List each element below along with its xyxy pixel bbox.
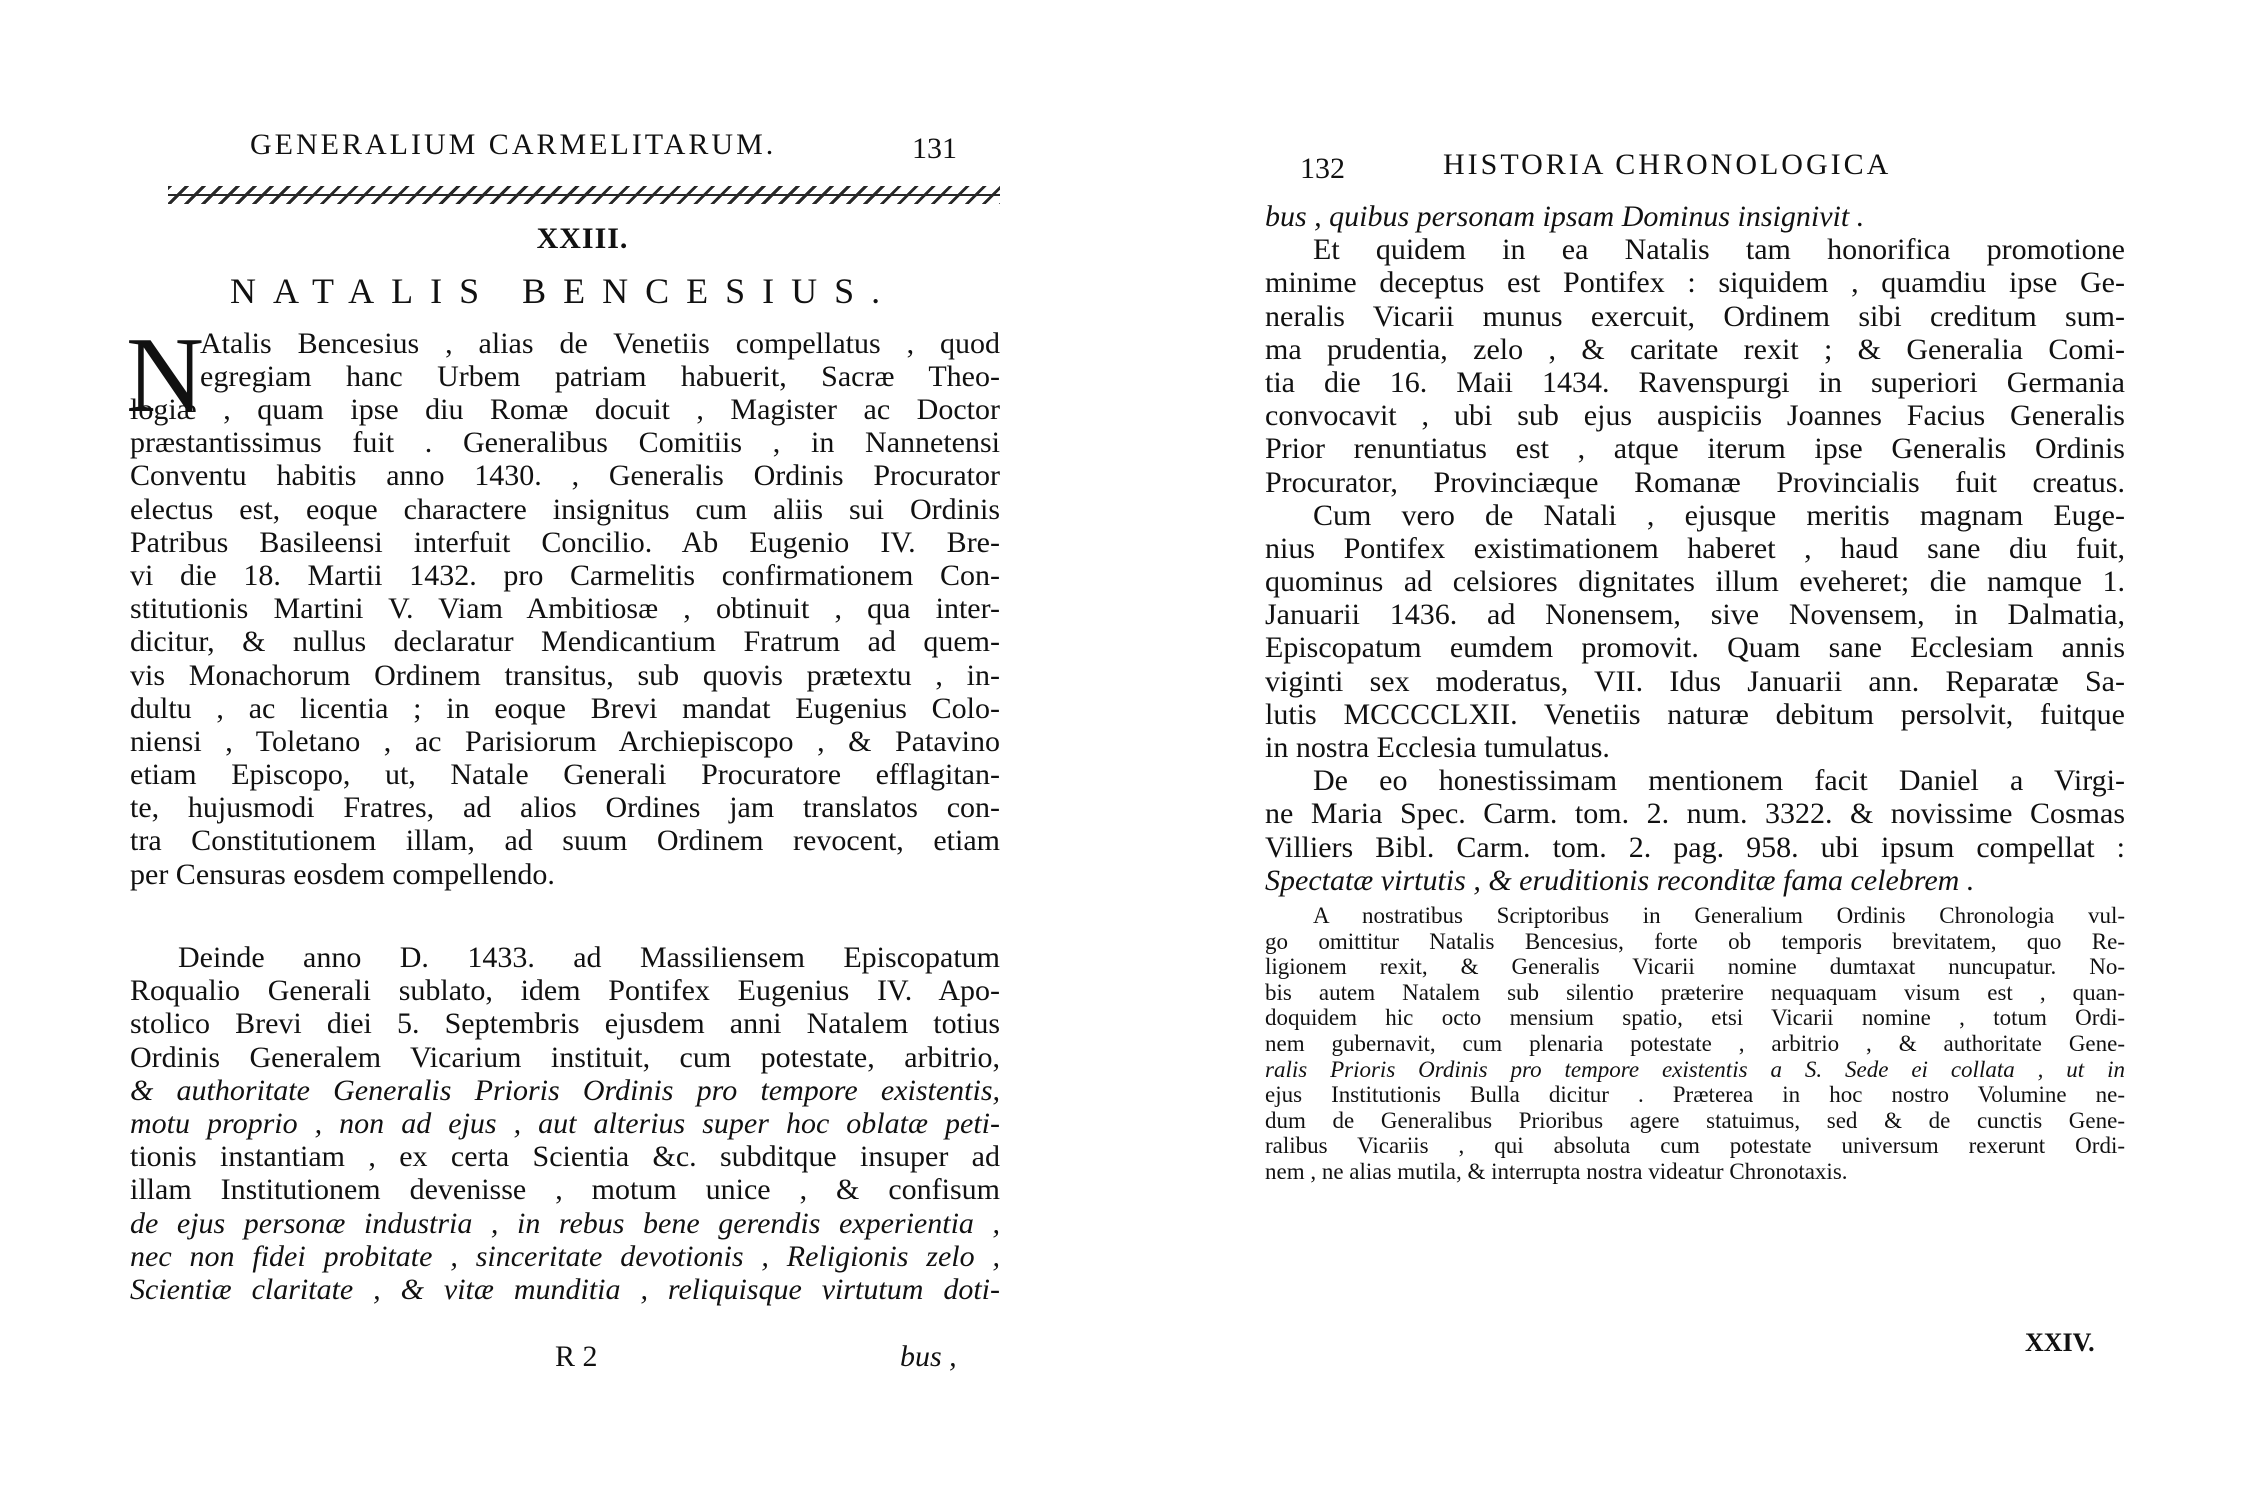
note-line: bis autem Natalem sub silentio præterire nequaquam visum est , quan- xyxy=(1265,979,2125,1005)
text-line: convocavit , ubi sub ejus auspiciis Joannes Facius Generalis xyxy=(1265,399,2125,433)
text-line: Scientiæ claritate , & vitæ munditia , reliquisque virtutum doti- xyxy=(130,1272,1000,1306)
text-line: stitutionis Martini V. Viam Ambitiosæ , obtinuit , qua inter- xyxy=(130,592,1000,626)
text-line: stolico Brevi diei 5. Septembris ejusdem anni Natalem totius xyxy=(130,1007,1000,1041)
text-line: Procurator, Provinciæque Romanæ Provincialis fuit creatus. xyxy=(1265,465,2125,499)
text-line: Januarii 1436. ad Nonensem, sive Novensem, in Dalmatia, xyxy=(1265,598,2125,632)
ornamental-rule xyxy=(168,186,1000,204)
main-text xyxy=(1265,200,2125,897)
text-line: bus , quibus personam ipsam Dominus insignivit . xyxy=(1265,200,1865,233)
note-line: nem , ne alias mutila, & interrupta nostra videatur Chronotaxis. xyxy=(1265,1158,1848,1184)
page-number: 131 xyxy=(912,132,957,165)
drop-lines xyxy=(200,327,1000,393)
text-line: Atalis Bencesius , alias de Venetiis compellatus , quod xyxy=(200,327,1000,360)
drop-capital: N xyxy=(126,316,204,435)
text-line: illam Institutionem devenisse , motum unice , & confisum xyxy=(130,1173,1000,1207)
note-paragraph xyxy=(1265,903,2125,1185)
catchword: bus , xyxy=(900,1340,957,1373)
text-line: Et quidem in ea Natalis tam honorifica promotione xyxy=(1313,233,2125,267)
text-line: Cum vero de Natali , ejusque meritis magnam Euge- xyxy=(1313,498,2125,532)
text-line: Conventu habitis anno 1430. , Generalis Ordinis Procurator xyxy=(130,459,1000,493)
text-line: egregiam hanc Urbem patriam habuerit, Sacræ Theo- xyxy=(200,360,1000,394)
text-line: dultu , ac licentia ; in eoque Brevi mandat Eugenius Colo- xyxy=(130,691,1000,725)
note-line: nem gubernavit, cum plenaria potestate , arbitrio , & authoritate Gene- xyxy=(1265,1030,2125,1056)
paragraph-1 xyxy=(130,393,1000,891)
page-number: 132 xyxy=(1300,152,1345,185)
paragraph-2 xyxy=(130,941,1000,1306)
next-section-number: XXIV. xyxy=(2025,1328,2095,1357)
text-line: te, hujusmodi Fratres, ad alios Ordines jam translatos con- xyxy=(130,791,1000,825)
text-line: Roqualio Generali sublato, idem Pontifex Eugenius IV. Apo- xyxy=(130,974,1000,1008)
text-line: Patribus Basileensi interfuit Concilio. Ab Eugenio IV. Bre- xyxy=(130,525,1000,559)
text-line: tionis instantiam , ex certa Scientia &c. subditque insuper ad xyxy=(130,1140,1000,1174)
text-line: ma prudentia, zelo , & caritate rexit ; & Generalia Comi- xyxy=(1265,332,2125,366)
text-line: præstantissimus fuit . Generalibus Comitiis , in Nannetensi xyxy=(130,426,1000,460)
running-head: GENERALIUM CARMELITARUM. xyxy=(250,128,777,161)
text-line: quominus ad celsiores dignitates illum eveheret; die namque 1. xyxy=(1265,565,2125,599)
note-line: dum de Generalibus Prioribus agere statuimus, sed & de cunctis Gene- xyxy=(1265,1107,2125,1133)
text-line: niensi , Toletano , ac Parisiorum Archiepiscopo , & Patavino xyxy=(130,724,1000,758)
text-line: dicitur, & nullus declaratur Mendicantium Fratrum ad quem- xyxy=(130,625,1000,659)
text-line: De eo honestissimam mentionem facit Daniel a Virgi- xyxy=(1313,764,2125,798)
text-line: nec non fidei probitate , sinceritate devotionis , Religionis zelo , xyxy=(130,1239,1000,1273)
text-line: ne Maria Spec. Carm. tom. 2. num. 3322. & novissime Cosmas xyxy=(1265,797,2125,831)
text-line: nius Pontifex existimationem haberet , haud sane diu fuit, xyxy=(1265,531,2125,565)
text-line: electus est, eoque charactere insignitus cum aliis sui Ordinis xyxy=(130,492,1000,526)
text-line: vi die 18. Martii 1432. pro Carmelitis confirmationem Con- xyxy=(130,558,1000,592)
running-head: HISTORIA CHRONOLOGICA xyxy=(1443,148,1892,181)
text-line: Spectatæ virtutis , & eruditionis reconditæ fama celebrem . xyxy=(1265,863,1975,897)
text-line: Ordinis Generalem Vicarium instituit, cum potestate, arbitrio, xyxy=(130,1040,1000,1074)
text-line: tia die 16. Maii 1434. Ravenspurgi in superiori Germania xyxy=(1265,365,2125,399)
note-line: doquidem hic octo mensium spatio, etsi Vicarii nomine , totum Ordi- xyxy=(1265,1005,2125,1031)
text-line: minime deceptus est Pontifex : siquidem , quamdiu ipse Ge- xyxy=(1265,266,2125,300)
text-line: Prior renuntiatus est , atque iterum ipse Generalis Ordinis xyxy=(1265,432,2125,466)
entry-title: NATALIS BENCESIUS. xyxy=(230,271,898,311)
text-line: in nostra Ecclesia tumulatus. xyxy=(1265,731,1610,764)
note-line: ralis Prioris Ordinis pro tempore existentis a S. Sede ei collata , ut in xyxy=(1265,1056,2125,1082)
text-line: tra Constitutionem illam, ad suum Ordinem revocent, etiam xyxy=(130,824,1000,858)
text-line: lutis MCCCCLXII. Venetiis naturæ debitum persolvit, fuitque xyxy=(1265,697,2125,731)
text-line: Episcopatum eumdem promovit. Quam sane Ecclesiam annis xyxy=(1265,631,2125,665)
note-line: go omittitur Natalis Bencesius, forte ob temporis brevitatem, quo Re- xyxy=(1265,928,2125,954)
text-line: vis Monachorum Ordinem transitus, sub quovis prætextu , in- xyxy=(130,658,1000,692)
text-line: logiæ , quam ipse diu Romæ docuit , Magister ac Doctor xyxy=(130,393,1000,426)
text-line: de ejus personæ industria , in rebus bene gerendis experientia , xyxy=(130,1206,1000,1240)
text-line: per Censuras eosdem compellendo. xyxy=(130,857,555,891)
note-line: ligionem rexit, & Generalis Vicarii nomine dumtaxat nuncupatur. No- xyxy=(1265,954,2125,980)
text-line: & authoritate Generalis Prioris Ordinis pro tempore existentis, xyxy=(130,1073,1000,1107)
text-line: Villiers Bibl. Carm. tom. 2. pag. 958. ubi ipsum compellat : xyxy=(1265,830,2125,864)
text-line: motu proprio , non ad ejus , aut alterius super hoc oblatæ peti- xyxy=(130,1106,1000,1140)
section-number: XXIII. xyxy=(536,222,629,255)
right-page xyxy=(1125,0,2250,1501)
text-line: Deinde anno D. 1433. ad Massiliensem Episcopatum xyxy=(178,941,1000,974)
signature-mark: R 2 xyxy=(555,1340,598,1373)
text-line: etiam Episcopo, ut, Natale Generali Procuratore efflagitan- xyxy=(130,758,1000,792)
text-line: neralis Vicarii munus exercuit, Ordinem sibi creditum sum- xyxy=(1265,299,2125,333)
note-line: A nostratibus Scriptoribus in Generalium Ordinis Chronologia vul- xyxy=(1313,903,2125,928)
note-line: ejus Institutionis Bulla dicitur . Præterea in hoc nostro Volumine ne- xyxy=(1265,1082,2125,1108)
note-line: ralibus Vicariis , qui absoluta cum potestate universum rexerunt Ordi- xyxy=(1265,1133,2125,1159)
text-line: viginti sex moderatus, VII. Idus Januarii ann. Reparatæ Sa- xyxy=(1265,664,2125,698)
